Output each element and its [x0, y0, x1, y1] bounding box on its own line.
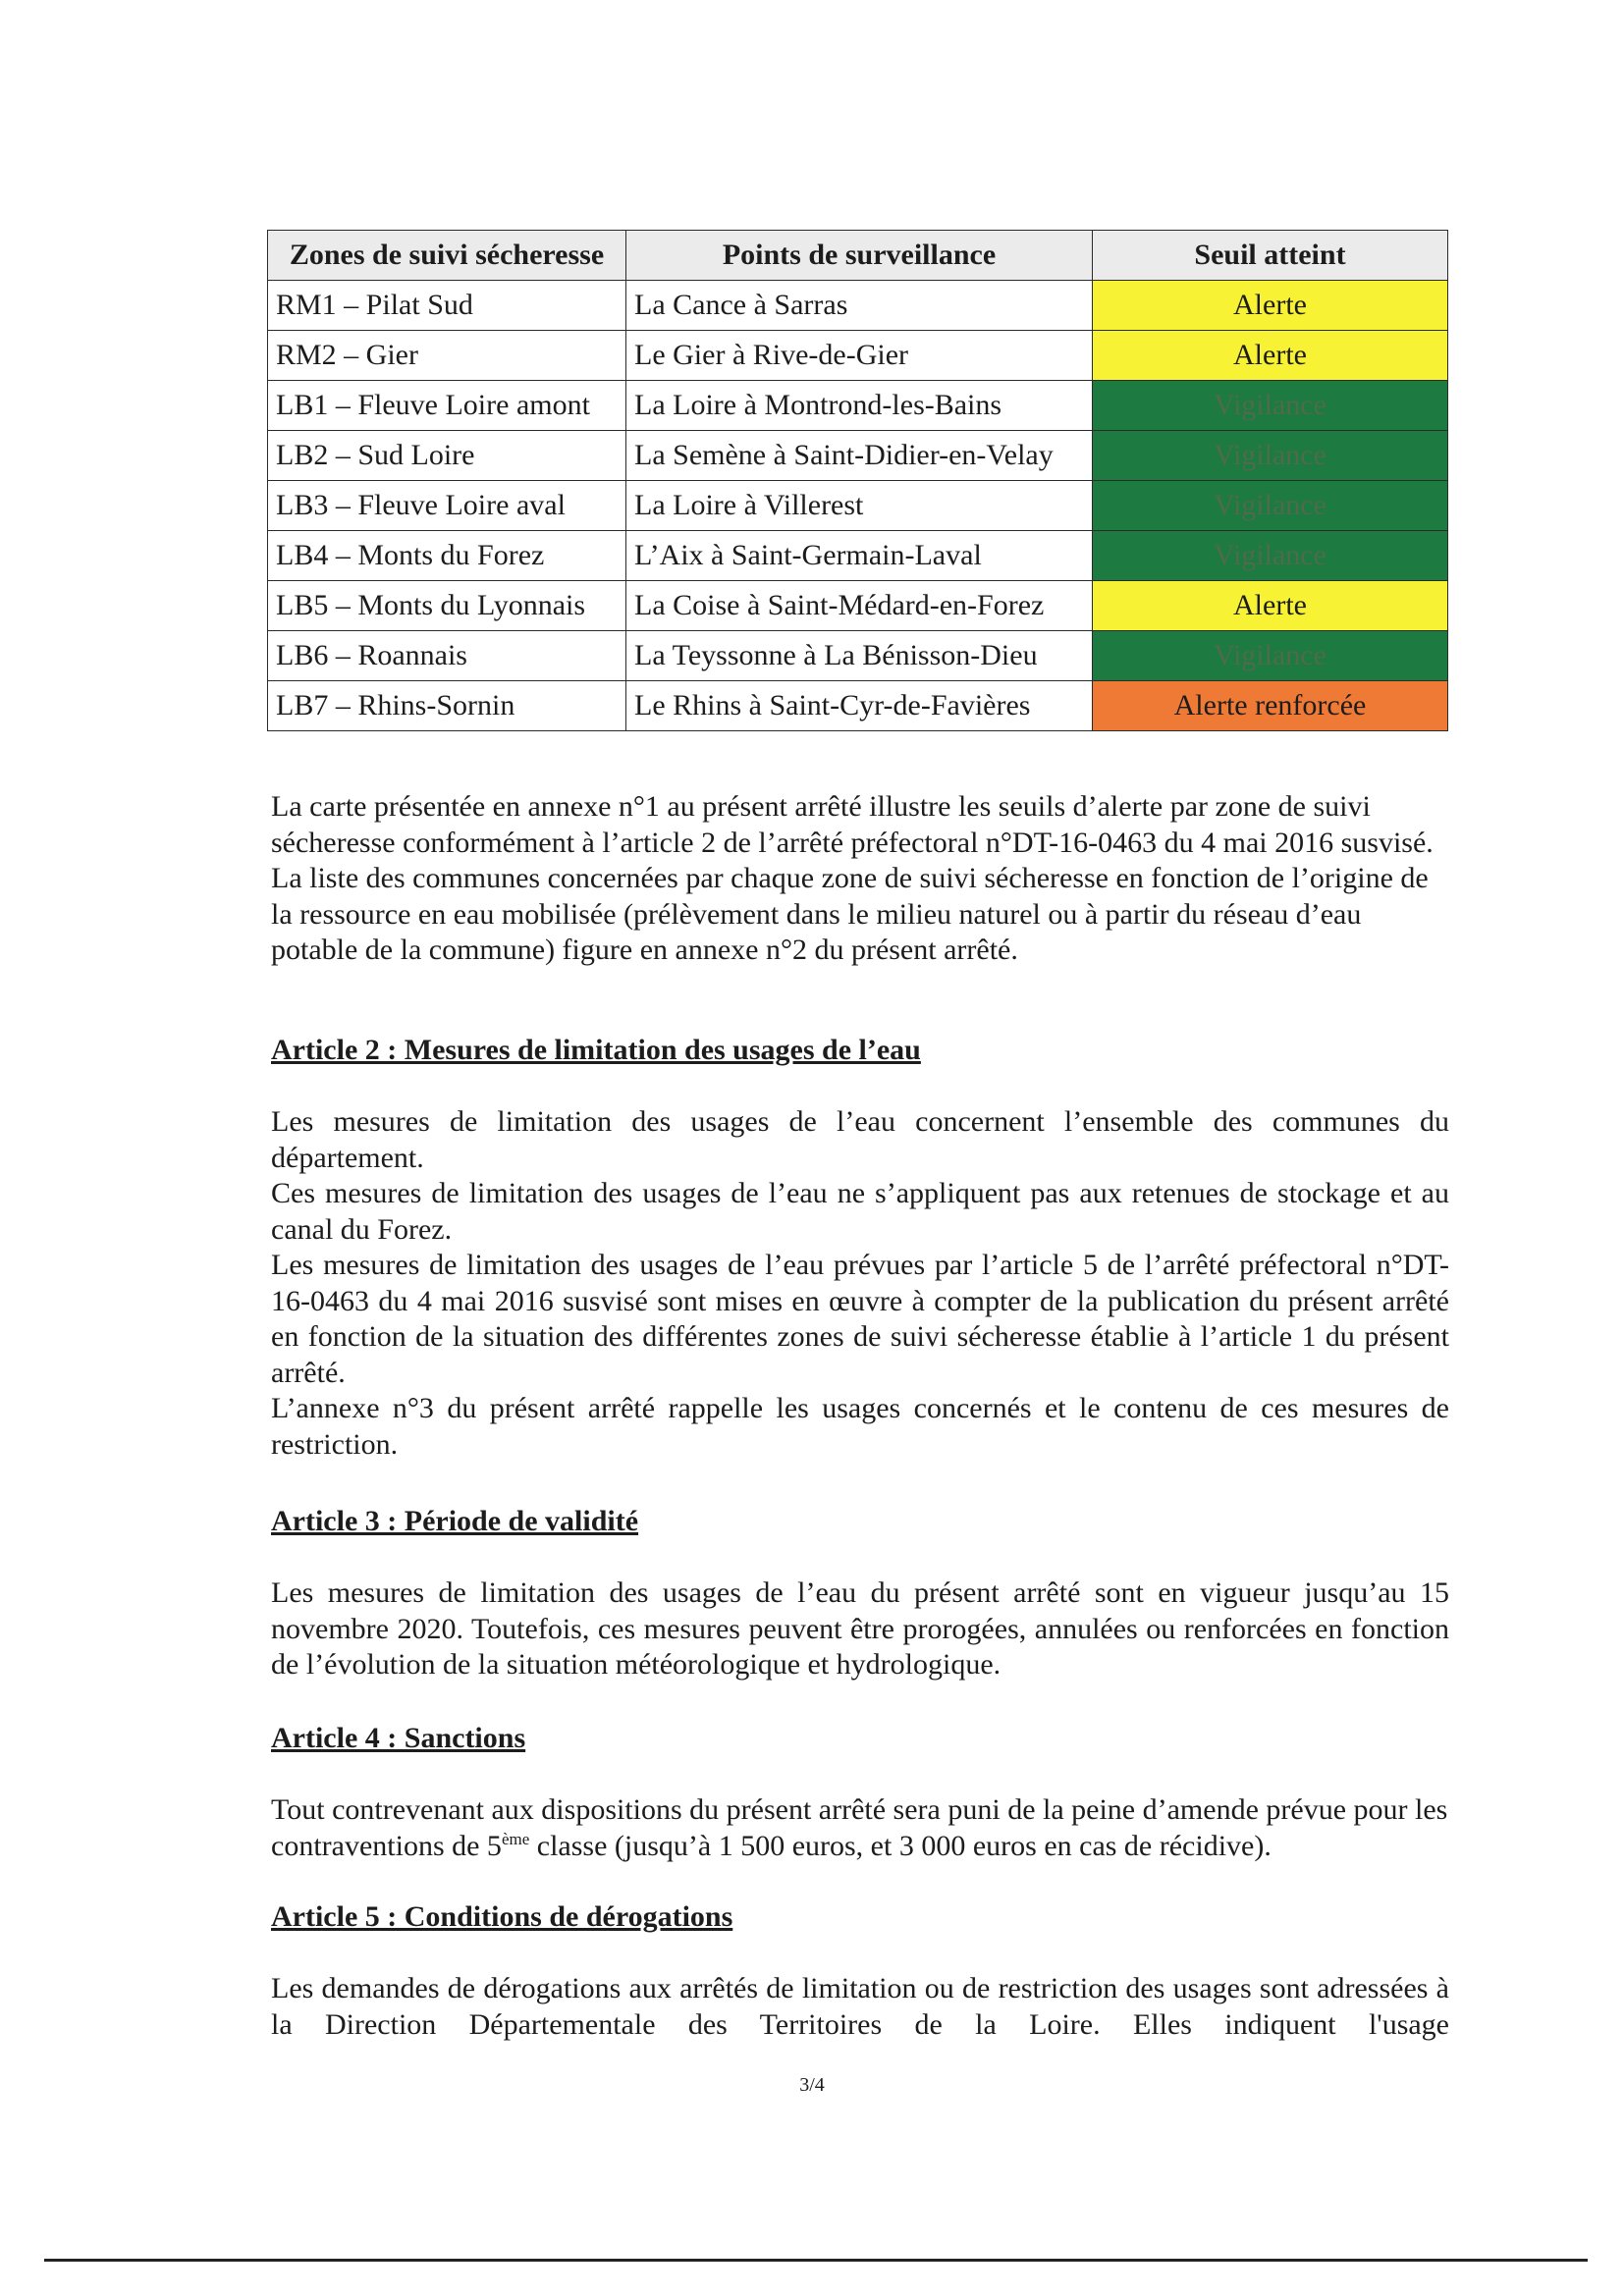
intro-paragraph-map: La carte présentée en annexe n°1 au présent arrêté illustre les seuils d’alerte par zone de suivi sécheresse conformément à l’article 2 de l’arrêté préfectoral n°DT-16-0463 du 4 mai 2016 susvisé.: [271, 790, 1434, 859]
zone-cell: RM1 – Pilat Sud: [268, 281, 626, 331]
header-points: Points de surveillance: [626, 231, 1093, 281]
page-number: 3/4: [799, 2074, 825, 2096]
zone-cell: LB5 – Monts du Lyonnais: [268, 581, 626, 631]
article-4-paragraph: [271, 1792, 1449, 1864]
point-cell: L’Aix à Saint-Germain-Laval: [626, 531, 1093, 581]
table-row: [268, 631, 1448, 681]
seuil-cell: Alerte: [1093, 331, 1448, 381]
zone-cell: LB4 – Monts du Forez: [268, 531, 626, 581]
article-5-body: [271, 1971, 1449, 2043]
point-cell: La Loire à Montrond-les-Bains: [626, 381, 1093, 431]
zone-cell: RM2 – Gier: [268, 331, 626, 381]
sanctions-text-end: classe (jusqu’à 1 500 euros, et 3 000 euros en cas de récidive).: [529, 1829, 1272, 1862]
table-row: [268, 531, 1448, 581]
seuil-cell: Vigilance: [1093, 431, 1448, 481]
point-cell: La Loire à Villerest: [626, 481, 1093, 531]
intro-section: [271, 789, 1449, 969]
table-header-row: [268, 231, 1448, 281]
article-2-paragraph: L’annexe n°3 du présent arrêté rappelle les usages concernés et le contenu de ces mesures de restriction.: [271, 1392, 1449, 1461]
article-2-paragraph: Les mesures de limitation des usages de l’eau concernent l’ensemble des communes du département.: [271, 1105, 1449, 1174]
point-cell: La Cance à Sarras: [626, 281, 1093, 331]
zone-cell: LB6 – Roannais: [268, 631, 626, 681]
point-cell: La Semène à Saint-Didier-en-Velay: [626, 431, 1093, 481]
article-2-title: Article 2 : Mesures de limitation des usages de l’eau: [271, 1034, 921, 1066]
zone-cell: LB2 – Sud Loire: [268, 431, 626, 481]
article-4-title: Article 4 : Sanctions: [271, 1722, 526, 1754]
table-row: [268, 431, 1448, 481]
zone-cell: LB1 – Fleuve Loire amont: [268, 381, 626, 431]
header-zones: Zones de suivi sécheresse: [268, 231, 626, 281]
point-cell: La Coise à Saint-Médard-en-Forez: [626, 581, 1093, 631]
ordinal-superscript: ème: [501, 1829, 530, 1848]
point-cell: Le Rhins à Saint-Cyr-de-Favières: [626, 681, 1093, 731]
table-row: [268, 381, 1448, 431]
article-5-paragraph: Les demandes de dérogations aux arrêtés de limitation ou de restriction des usages sont adressées à la Direction Départementale des Territoires de la Loire. Elles indiquent l'usage: [271, 1972, 1449, 2041]
seuil-cell: Alerte: [1093, 581, 1448, 631]
seuil-cell: Alerte renforcée: [1093, 681, 1448, 731]
seuil-cell: Alerte: [1093, 281, 1448, 331]
point-cell: Le Gier à Rive-de-Gier: [626, 331, 1093, 381]
article-3-title: Article 3 : Période de validité: [271, 1505, 639, 1537]
seuil-cell: Vigilance: [1093, 381, 1448, 431]
table-row: [268, 581, 1448, 631]
point-cell: La Teyssonne à La Bénisson-Dieu: [626, 631, 1093, 681]
article-3-paragraph: Les mesures de limitation des usages de l’eau du présent arrêté sont en vigueur jusqu’au 15 novembre 2020. Toutefois, ces mesures peuvent être prorogées, annulées ou renforcées en fonction de l’évolution de la situation météorologique et hydrologique.: [271, 1576, 1449, 1681]
article-3-body: [271, 1575, 1449, 1683]
article-2-paragraph: Ces mesures de limitation des usages de l’eau ne s’appliquent pas aux retenues de stockage et au canal du Forez.: [271, 1177, 1449, 1246]
article-5-title: Article 5 : Conditions de dérogations: [271, 1900, 733, 1933]
header-seuil: Seuil atteint: [1093, 231, 1448, 281]
drought-zones-table: [267, 230, 1448, 731]
table-row: [268, 331, 1448, 381]
seuil-cell: Vigilance: [1093, 631, 1448, 681]
table-row: [268, 481, 1448, 531]
sanctions-text-start: Tout contrevenant aux dispositions du présent arrêté sera puni de la peine d’amende prévue pour les contraventions de 5: [271, 1793, 1448, 1862]
footer-divider: [44, 2259, 1588, 2262]
table-row: [268, 681, 1448, 731]
table-row: [268, 281, 1448, 331]
seuil-cell: Vigilance: [1093, 531, 1448, 581]
article-2-paragraph: Les mesures de limitation des usages de l’eau prévues par l’article 5 de l’arrêté préfectoral n°DT-16-0463 du 4 mai 2016 susvisé sont mises en œuvre à compter de la publication du présent arrêté en fonction de la situation des différentes zones de suivi sécheresse établie à l’article 1 du présent arrêté.: [271, 1249, 1449, 1389]
intro-paragraph-communes: La liste des communes concernées par chaque zone de suivi sécheresse en fonction de l’origine de la ressource en eau mobilisée (prélèvement dans le milieu naturel ou à partir du réseau d’eau potable de la commune) figure en annexe n°2 du présent arrêté.: [271, 862, 1429, 966]
article-4-body: [271, 1792, 1449, 1864]
zone-cell: LB3 – Fleuve Loire aval: [268, 481, 626, 531]
article-2-body: [271, 1104, 1449, 1463]
zone-cell: LB7 – Rhins-Sornin: [268, 681, 626, 731]
seuil-cell: Vigilance: [1093, 481, 1448, 531]
